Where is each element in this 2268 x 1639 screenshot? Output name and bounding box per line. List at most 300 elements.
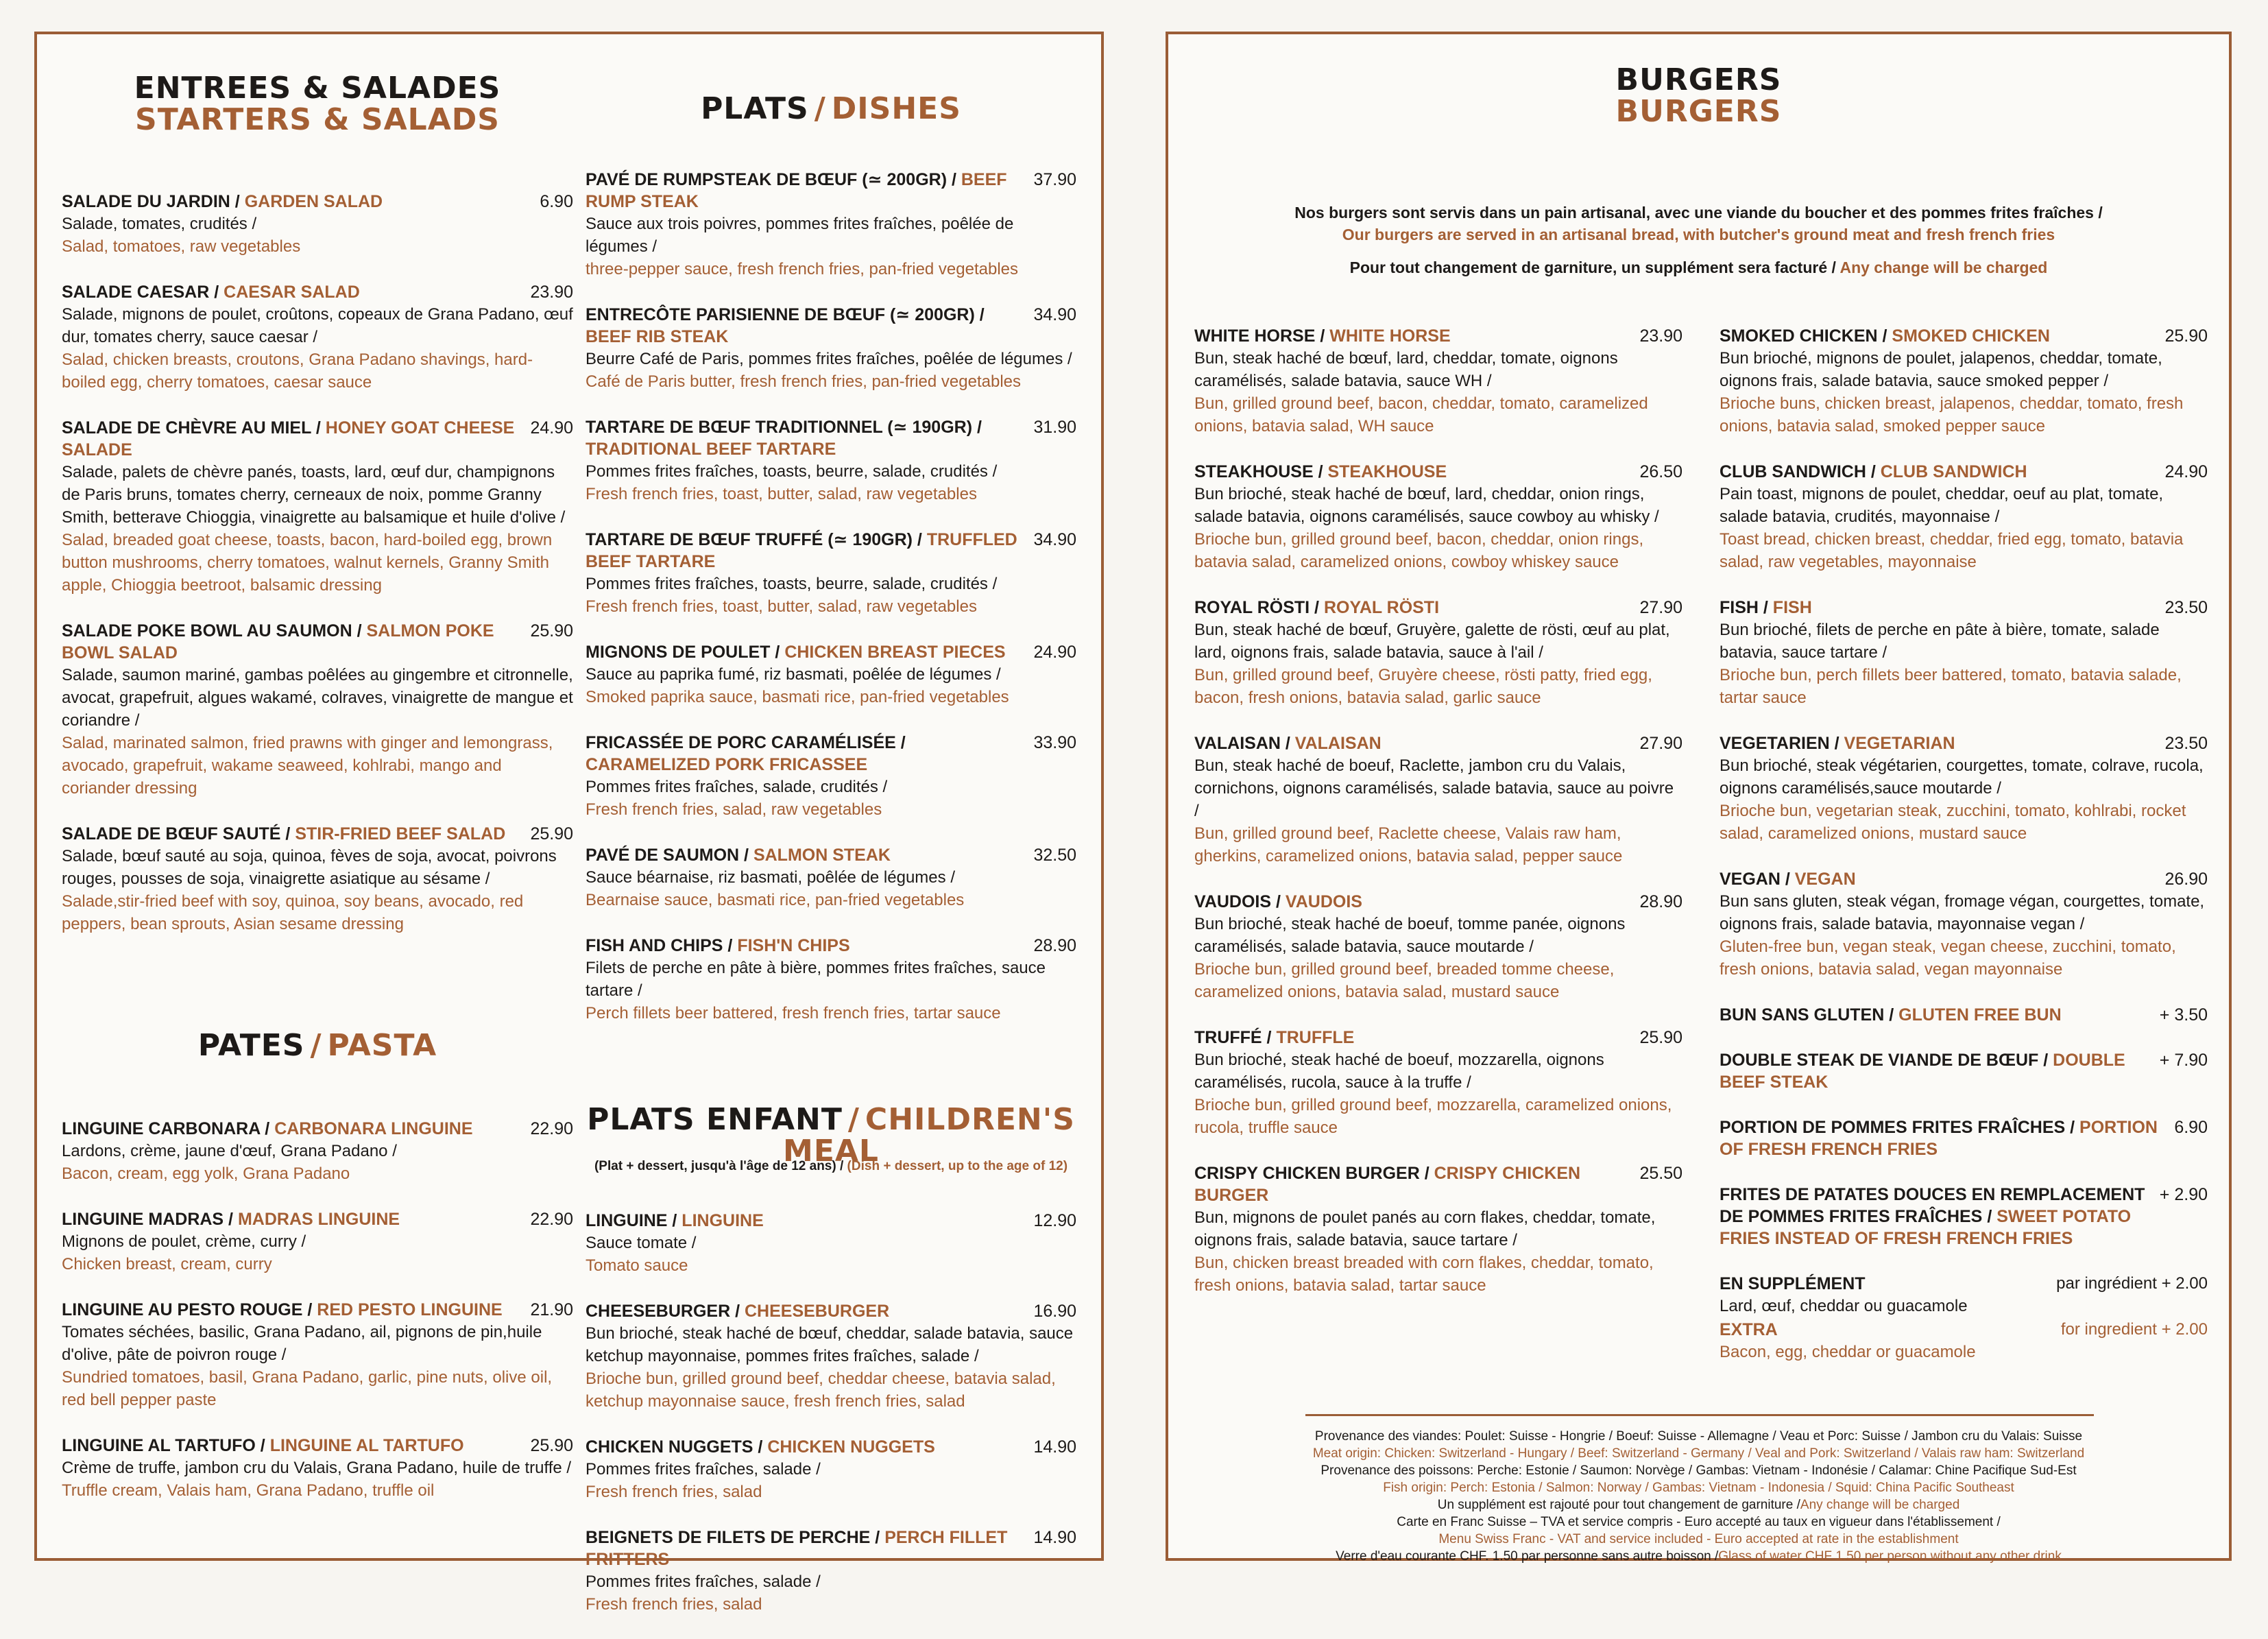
menu-item (1194, 325, 1682, 438)
menu-item-title: ENTRECÔTE PARISIENNE DE BŒUF (≃ 200GR) / BEEF RIB STEAK (586, 305, 985, 346)
menu-item-desc-en: Salad, breaded goat cheese, toasts, bacon, hard-boiled egg, brown button mushrooms, cherry tomatoes, walnut kernels, Granny Smith apple, Chioggia beetroot, balsamic dressing (62, 531, 553, 595)
footer-rule (1305, 1414, 2094, 1416)
menu-item-title-row (1720, 1004, 2208, 1026)
extra-desc: Bacon, egg, cheddar or guacamole (1720, 1343, 1976, 1361)
menu-item-desc: Lardons, crème, jaune d'œuf, Grana Padano / (62, 1142, 397, 1160)
menu-item (586, 1210, 1076, 1277)
menu-item-price: 25.90 (2164, 326, 2208, 346)
menu-item-title: LINGUINE MADRAS / MADRAS LINGUINE (62, 1210, 400, 1229)
menu-item (1194, 1162, 1682, 1297)
menu-item-title-en: VAUDOIS (1285, 892, 1362, 911)
menu-item-title-en: CRISPY CHICKEN BURGER (1194, 1164, 1581, 1205)
menu-item-title: PAVÉ DE RUMPSTEAK DE BŒUF (≃ 200GR) / BEEF RUMP STEAK (586, 170, 1007, 211)
menu-item-desc-en: Bacon, cream, egg yolk, Grana Padano (62, 1164, 350, 1183)
menu-item-desc: Pommes frites fraîches, salade / (586, 1572, 821, 1591)
menu-item (1720, 732, 2208, 845)
menu-item-title: TARTARE DE BŒUF TRADITIONNEL (≃ 190GR) / TRADITIONAL BEEF TARTARE (586, 418, 982, 459)
enfant-heading-en: CHILDREN'S MEAL (783, 1102, 1075, 1169)
footer-line-en: Any change will be charged (1800, 1498, 1960, 1512)
menu-item-title-en: CARBONARA LINGUINE (274, 1119, 473, 1138)
menu-item-title-en: GLUTEN FREE BUN (1898, 1005, 2062, 1025)
menu-item-title: FRICASSÉE DE PORC CARAMÉLISÉE / CARAMELIZED PORK FRICASSEE (586, 733, 906, 774)
menu-item-title-fr: LINGUINE AL TARTUFO (62, 1436, 256, 1455)
extra-price: for ingredient + 2.00 (2060, 1320, 2208, 1339)
menu-item-price: + 7.90 (2159, 1051, 2208, 1070)
entrees-list (62, 191, 573, 959)
menu-item-title: SALADE POKE BOWL AU SAUMON / SALMON POKE BOWL SALAD (62, 621, 494, 662)
menu-item-title-en: LINGUINE (681, 1211, 764, 1230)
menu-item-title: SMOKED CHICKEN / SMOKED CHICKEN (1720, 326, 2050, 346)
supplement-price: par ingrédient + 2.00 (2056, 1274, 2208, 1293)
menu-item-price: 22.90 (530, 1119, 573, 1138)
entrees-heading (62, 73, 573, 136)
menu-item-title: LINGUINE / LINGUINE (586, 1211, 764, 1230)
menu-item-price: 6.90 (2174, 1118, 2208, 1137)
menu-item (1720, 868, 2208, 981)
menu-item-title: MIGNONS DE POULET / CHICKEN BREAST PIECES (586, 643, 1006, 662)
menu-item-title-fr: FRICASSÉE DE PORC CARAMÉLISÉE (586, 733, 896, 752)
menu-item (586, 641, 1076, 708)
menu-item-desc: Pain toast, mignons de poulet, cheddar, oeuf au plat, tomate, salade batavia, crudités, mayonnaise / (1720, 485, 2164, 526)
menu-item-desc-en: Tomato sauce (586, 1256, 688, 1275)
menu-item-title-en: RED PESTO LINGUINE (317, 1300, 503, 1319)
menu-item-title: FRITES DE PATATES DOUCES EN REMPLACEMENT DE POMMES FRITES FRAÎCHES / SWEET POTATO FRIES INSTEAD OF FRESH FRENCH FRIES (1720, 1185, 2145, 1248)
menu-item-title-fr: PAVÉ DE RUMPSTEAK DE BŒUF (≃ 200GR) (586, 170, 948, 189)
menu-item-price: 34.90 (1033, 305, 1076, 324)
menu-item-desc-en: Brioche bun, grilled ground beef, breaded tomme cheese, caramelized onions, batavia salad, mustard sauce (1194, 960, 1615, 1001)
menu-item (1720, 1116, 2208, 1160)
menu-item-title-en: STEAKHOUSE (1327, 462, 1447, 481)
menu-item-price: 25.90 (1639, 1028, 1682, 1047)
menu-item-title-row (1194, 325, 1682, 347)
menu-item-price: + 3.50 (2159, 1005, 2208, 1025)
menu-item-title-fr: BEIGNETS DE FILETS DE PERCHE (586, 1528, 871, 1547)
menu-item-desc: Crème de truffe, jambon cru du Valais, Grana Padano, huile de truffe / (62, 1459, 572, 1477)
menu-item-title-en: TRADITIONAL BEEF TARTARE (586, 440, 836, 459)
menu-item-desc: Bun brioché, steak haché de bœuf, lard, cheddar, onion rings, salade batavia, oignons caramélisés, sauce cowboy au whisky / (1194, 485, 1659, 526)
menu-item-title: ROYAL RÖSTI / ROYAL RÖSTI (1194, 598, 1440, 617)
menu-item-title-row (62, 1208, 573, 1230)
burgers-intro (1182, 202, 2215, 278)
menu-item-title-fr: MIGNONS DE POULET (586, 643, 771, 662)
pates-heading: PATES / PASTA (197, 1028, 437, 1063)
menu-item (62, 1118, 573, 1185)
menu-item (62, 620, 573, 800)
menu-item-price: + 2.90 (2159, 1185, 2208, 1204)
menu-item-desc: Salade, palets de chèvre panés, toasts, lard, œuf dur, champignons de Paris bruns, tomates cherry, cerneaux de noix, pomme Granny Smith, betterave Chioggia, vinaigrette au balsamique et huile d'olive / (62, 463, 566, 527)
menu-item-title-en: CLUB SANDWICH (1880, 462, 2027, 481)
supplement-desc: Lard, œuf, cheddar ou guacamole (1720, 1297, 1968, 1315)
menu-item-title-fr: SALADE DE CHÈVRE AU MIEL (62, 418, 311, 438)
menu-item-title-fr: FRITES DE PATATES DOUCES EN REMPLACEMENT DE POMMES FRITES FRAÎCHES (1720, 1185, 2145, 1226)
menu-item-price: 27.90 (1639, 734, 1682, 753)
menu-item-price: 23.50 (2164, 734, 2208, 753)
menu-item-desc: Bun brioché, filets de perche en pâte à bière, tomate, salade batavia, sauce tartare / (1720, 621, 2160, 662)
menu-item-title-fr: BUN SANS GLUTEN (1720, 1005, 1885, 1025)
menu-item-desc-en: Fresh french fries, toast, butter, salad, raw vegetables (586, 485, 977, 503)
entrees-heading-en: STARTERS & SALADS (135, 102, 500, 138)
menu-item-desc: Bun, steak haché de bœuf, Gruyère, galette de rösti, œuf au plat, lard, oignons frais, salade batavia, sauce à l'ail / (1194, 621, 1670, 662)
menu-item-title-row (62, 1299, 573, 1321)
menu-item-desc: Pommes frites fraîches, toasts, beurre, salade, crudités / (586, 575, 998, 593)
menu-item-title-row (62, 191, 573, 213)
menu-item (586, 1527, 1076, 1616)
menu-item-title-en: STIR-FRIED BEEF SALAD (295, 824, 506, 844)
menu-item-title-row (586, 169, 1076, 213)
menu-item-title-en: CARAMELIZED PORK FRICASSEE (586, 755, 868, 774)
menu-item-title-en: GARDEN SALAD (244, 192, 383, 211)
menu-item-title-en: SWEET POTATO FRIES INSTEAD OF FRESH FRENCH FRIES (1720, 1207, 2132, 1248)
menu-item-desc-en: Perch fillets beer battered, fresh french fries, tartar sauce (586, 1004, 1001, 1022)
menu-item-desc-en: Brioche bun, vegetarian steak, zucchini, tomato, kohlrabi, rocket salad, caramelized onions, mustard sauce (1720, 802, 2186, 843)
burgers-column-1 (1194, 325, 1682, 1320)
menu-item-title-row (1194, 1162, 1682, 1206)
burgers-heading-fr: BURGERS (1615, 62, 1782, 97)
menu-item-title-row (1720, 461, 2208, 483)
menu-item-title-fr: LINGUINE AU PESTO ROUGE (62, 1300, 303, 1319)
menu-item-title: SALADE DE CHÈVRE AU MIEL / HONEY GOAT CHEESE SALADE (62, 418, 515, 459)
menu-item-desc: Pommes frites fraîches, salade, crudités / (586, 778, 888, 796)
menu-item (1720, 1049, 2208, 1093)
menu-item (1720, 597, 2208, 709)
menu-item-title-en: ROYAL RÖSTI (1323, 598, 1440, 617)
menu-item-desc-en: Sundried tomatoes, basil, Grana Padano, garlic, pine nuts, olive oil, red bell pepper paste (62, 1368, 553, 1409)
menu-item-price: 16.90 (1033, 1302, 1076, 1321)
menu-item-title: PORTION DE POMMES FRITES FRAÎCHES / PORTION OF FRESH FRENCH FRIES (1720, 1118, 2158, 1159)
menu-item-desc: Bun brioché, steak haché de bœuf, cheddar, salade batavia, sauce ketchup mayonnaise, pommes frites fraîches, salade / (586, 1324, 1074, 1365)
menu-item-title: CRISPY CHICKEN BURGER / CRISPY CHICKEN BURGER (1194, 1164, 1581, 1205)
menu-item-title-en: CHICKEN BREAST PIECES (784, 643, 1006, 662)
menu-item-desc: Sauce tomate / (586, 1234, 697, 1252)
menu-item-price: 32.50 (1033, 846, 1076, 865)
menu-item (62, 191, 573, 258)
menu-item-desc: Bun brioché, steak haché de boeuf, mozzarella, oignons caramélisés, rucola, sauce à la truffe / (1194, 1051, 1604, 1092)
enfant-heading: PLATS ENFANT / CHILDREN'S MEAL (587, 1102, 1075, 1169)
intro-fr: Nos burgers sont servis dans un pain artisanal, avec une viande du boucher et des pommes frites fraîches / (1294, 204, 2103, 222)
menu-item-desc-en: Fresh french fries, salad (586, 1595, 762, 1614)
menu-item-desc: Bun, steak haché de bœuf, lard, cheddar, tomate, oignons caramélisés, salade batavia, sauce WH / (1194, 349, 1618, 390)
left-menu-panel (34, 32, 1104, 1614)
menu-item (1720, 1004, 2208, 1026)
menu-item-desc-en: Bun, grilled ground beef, Gruyère cheese, rösti patty, fried egg, bacon, fresh onions, batavia salad, garlic sauce (1194, 666, 1652, 707)
menu-item-desc: Tomates séchées, basilic, Grana Padano, ail, pignons de pin,huile d'olive, pâte de poivron rouge / (62, 1323, 542, 1364)
menu-item-title-en: BEEF RIB STEAK (586, 327, 729, 346)
extra-title: EXTRA (1720, 1320, 1778, 1339)
menu-item-title-row (1720, 868, 2208, 890)
menu-item-price: 24.90 (1033, 643, 1076, 662)
menu-item (62, 1435, 573, 1502)
extras-list (1720, 1004, 2208, 1249)
menu-item-price: 23.90 (530, 283, 573, 302)
footer-line-fr: Provenance des poissons: Perche: Estonie / Saumon: Norvège / Gambas: Vietnam - Indonésie / Calamar: Chine Pacifique Sud-Est (1320, 1463, 2077, 1478)
footer-line-en: Menu Swiss Franc - VAT and service included - Euro accepted at rate in the establishment (1438, 1532, 1959, 1546)
menu-item-title-row (1194, 1027, 1682, 1049)
menu-item-desc-en: three-pepper sauce, fresh french fries, pan-fried vegetables (586, 260, 1019, 278)
menu-item-title-en: HONEY GOAT CHEESE SALADE (62, 418, 515, 459)
menu-item-price: 34.90 (1033, 530, 1076, 549)
menu-item (586, 304, 1076, 393)
menu-item-title-row (586, 1210, 1076, 1232)
menu-item-title-fr: LINGUINE MADRAS (62, 1210, 224, 1229)
menu-item-desc: Salade, bœuf sauté au soja, quinoa, fèves de soja, avocat, poivrons rouges, pousses de soja, vinaigrette asiatique au sésame / (62, 847, 557, 888)
footer-line-en: Fish origin: Perch: Estonia / Salmon: Norway / Gambas: Vietnam - Indonesia / Squid: China Pacific Southeast (1383, 1481, 2014, 1495)
footer-line (1168, 1462, 2229, 1479)
menu-item-price: 6.90 (540, 192, 573, 211)
menu-item-title: SALADE DE BŒUF SAUTÉ / STIR-FRIED BEEF SALAD (62, 824, 506, 844)
menu-item-price: 24.90 (530, 418, 573, 438)
menu-item-title-fr: SALADE DU JARDIN (62, 192, 230, 211)
footer-line-fr: Verre d'eau courante CHF. 1.50 par personne sans autre boisson / (1336, 1549, 1719, 1564)
menu-item-price: 28.90 (1639, 892, 1682, 911)
menu-item-title-en: SALMON STEAK (753, 846, 891, 865)
menu-item-price: 25.50 (1639, 1164, 1682, 1183)
menu-item-title-fr: VEGETARIEN (1720, 734, 1830, 753)
menu-item-title-row (1194, 732, 1682, 754)
menu-item-title-row (586, 529, 1076, 573)
enfant-note-fr: (Plat + dessert, jusqu'à l'âge de 12 ans) / (594, 1159, 844, 1173)
menu-item-title-en: VEGETARIAN (1844, 734, 1955, 753)
plats-heading-fr: PLATS (701, 91, 809, 126)
menu-item (1194, 891, 1682, 1003)
menu-item (586, 169, 1076, 280)
menu-item-desc: Pommes frites fraîches, salade / (586, 1460, 821, 1479)
menu-item-desc-en: Bun, grilled ground beef, Raclette cheese, Valais raw ham, gherkins, caramelized onions, batavia salad, pepper sauce (1194, 824, 1623, 865)
menu-item-title: PAVÉ DE SAUMON / SALMON STEAK (586, 846, 891, 865)
menu-item-desc-en: Truffle cream, Valais ham, Grana Padano, truffle oil (62, 1481, 435, 1500)
menu-item-title: CHICKEN NUGGETS / CHICKEN NUGGETS (586, 1437, 935, 1457)
menu-item-title: DOUBLE STEAK DE VIANDE DE BŒUF / DOUBLE BEEF STEAK (1720, 1051, 2125, 1092)
menu-item-title-row (586, 304, 1076, 348)
menu-item-title-fr: SALADE POKE BOWL AU SAUMON (62, 621, 352, 641)
footer-line (1168, 1496, 2229, 1514)
menu-item-title-en: VALAISAN (1294, 734, 1382, 753)
menu-item-price: 25.90 (530, 1436, 573, 1455)
menu-item-desc: Sauce béarnaise, riz basmati, poêlée de légumes / (586, 868, 955, 887)
pates-list (62, 1118, 573, 1525)
menu-item-title-row (1720, 1116, 2208, 1160)
footer-line (1168, 1548, 2229, 1565)
menu-item-price: 23.90 (1639, 326, 1682, 346)
menu-item-desc: Filets de perche en pâte à bière, pommes frites fraîches, sauce tartare / (586, 959, 1046, 1000)
menu-item-desc-en: Fresh french fries, salad, raw vegetables (586, 800, 882, 819)
menu-item-title-en: FISH'N CHIPS (737, 936, 850, 955)
menu-item-desc: Beurre Café de Paris, pommes frites fraîches, poêlée de légumes / (586, 350, 1072, 368)
menu-item-title: LINGUINE CARBONARA / CARBONARA LINGUINE (62, 1119, 473, 1138)
footer-line-fr: Carte en Franc Suisse – TVA et service compris - Euro accepté au taux en vigueur dans l'établissement / (1397, 1515, 2001, 1529)
menu-item-title-row (62, 1118, 573, 1140)
menu-item-title-fr: LINGUINE CARBONARA (62, 1119, 261, 1138)
burgers-column-2-wrap (1720, 325, 2208, 1363)
menu-item-desc-en: Café de Paris butter, fresh french fries, pan-fried vegetables (586, 372, 1022, 391)
menu-item-title-en: CHICKEN NUGGETS (767, 1437, 935, 1457)
menu-item-title-fr: PORTION DE POMMES FRITES FRAÎCHES (1720, 1118, 2066, 1137)
intro-en: Our burgers are served in an artisanal bread, with butcher's ground meat and fresh french fries (1342, 226, 2055, 243)
menu-item-title-en: BEEF RUMP STEAK (586, 170, 1007, 211)
menu-item-price: 33.90 (1033, 733, 1076, 752)
menu-item-title-en: SMOKED CHICKEN (1892, 326, 2050, 346)
menu-item (586, 1300, 1076, 1413)
menu-item-title-row (586, 641, 1076, 663)
menu-item-title-row (1194, 461, 1682, 483)
menu-item-desc: Bun, mignons de poulet panés au corn flakes, cheddar, tomate, oignons frais, salade batavia, sauce tartare / (1194, 1208, 1656, 1249)
menu-item-title: VAUDOIS / VAUDOIS (1194, 892, 1362, 911)
menu-item-title: TARTARE DE BŒUF TRUFFÉ (≃ 190GR) / TRUFFLED BEEF TARTARE (586, 530, 1017, 571)
menu-item-desc-en: Bun, grilled ground beef, bacon, cheddar, tomato, caramelized onions, batavia salad, WH sauce (1194, 394, 1648, 435)
menu-item-desc-en: Brioche bun, grilled ground beef, bacon, cheddar, onion rings, batavia salad, caramelized onions, cowboy whiskey sauce (1194, 530, 1644, 571)
menu-item-title-fr: WHITE HORSE (1194, 326, 1316, 346)
menu-item-title-row (586, 1527, 1076, 1570)
menu-item (586, 416, 1076, 505)
change-en: Any change will be charged (1839, 259, 2048, 276)
menu-item-desc-en: Brioche bun, grilled ground beef, cheddar cheese, batavia salad, ketchup mayonnaise sauce, fresh french fries, salad (586, 1369, 1056, 1411)
menu-item-price: 28.90 (1033, 936, 1076, 955)
menu-item-title-row (62, 417, 573, 461)
menu-item-desc: Bun brioché, mignons de poulet, jalapenos, cheddar, tomate, oignons frais, salade batavia, sauce smoked pepper / (1720, 349, 2162, 390)
menu-item-price: 12.90 (1033, 1211, 1076, 1230)
menu-item-desc: Salade, mignons de poulet, croûtons, copeaux de Grana Padano, œuf dur, tomates cherry, sauce caesar / (62, 305, 573, 346)
menu-item-title: LINGUINE AU PESTO ROUGE / RED PESTO LINGUINE (62, 1300, 503, 1319)
menu-item-title-row (1720, 1049, 2208, 1093)
menu-item-title: CLUB SANDWICH / CLUB SANDWICH (1720, 462, 2027, 481)
menu-item-title-en: PERCH FILLET FRITTERS (586, 1528, 1008, 1569)
menu-item-title-fr: TRUFFÉ (1194, 1028, 1262, 1047)
menu-item-desc-en: Fresh french fries, toast, butter, salad, raw vegetables (586, 597, 977, 616)
enfant-list (586, 1210, 1076, 1639)
menu-item-desc-en: Salad, marinated salmon, fried prawns with ginger and lemongrass, avocado, grapefruit, wakame seaweed, kohlrabi, mango and coriander dressing (62, 734, 553, 798)
menu-item-title-fr: STEAKHOUSE (1194, 462, 1314, 481)
menu-item-title-fr: CLUB SANDWICH (1720, 462, 1866, 481)
menu-item-title-en: DOUBLE BEEF STEAK (1720, 1051, 2125, 1092)
menu-item-title-fr: DOUBLE STEAK DE VIANDE DE BŒUF (1720, 1051, 2039, 1070)
menu-item-desc: Sauce au paprika fumé, riz basmati, poêlée de légumes / (586, 665, 1001, 684)
menu-item (586, 844, 1076, 911)
menu-item-desc-en: Brioche bun, perch fillets beer battered, tomato, batavia salade, tartar sauce (1720, 666, 2182, 707)
menu-item-desc-en: Brioche buns, chicken breast, jalapenos, cheddar, tomato, fresh onions, batavia salad, smoked pepper sauce (1720, 394, 2184, 435)
menu-item-title: FISH / FISH (1720, 598, 1812, 617)
enfant-note-en: (Dish + dessert, up to the age of 12) (847, 1159, 1068, 1173)
menu-item-price: 21.90 (530, 1300, 573, 1319)
menu-item-title-fr: VEGAN (1720, 870, 1781, 889)
change-fr: Pour tout changement de garniture, un supplément sera facturé / (1349, 259, 1836, 276)
menu-item-title-row (586, 732, 1076, 776)
menu-item-title-en: SALMON POKE BOWL SALAD (62, 621, 494, 662)
menu-item-title-row (1720, 1184, 2208, 1249)
menu-item-desc-en: Chicken breast, cream, curry (62, 1255, 272, 1273)
menu-item-title-fr: PAVÉ DE SAUMON (586, 846, 740, 865)
menu-item-desc-en: Salade,stir-fried beef with soy, quinoa, soy beans, avocado, red peppers, bean sprouts, Asian sesame dressing (62, 892, 524, 933)
menu-item-desc-en: Salad, tomatoes, raw vegetables (62, 237, 301, 256)
menu-item-title: LINGUINE AL TARTUFO / LINGUINE AL TARTUFO (62, 1436, 464, 1455)
menu-item-title-row (62, 1435, 573, 1457)
menu-item-title: FISH AND CHIPS / FISH'N CHIPS (586, 936, 850, 955)
menu-item-title-fr: CHICKEN NUGGETS (586, 1437, 753, 1457)
right-menu-panel (1166, 32, 2232, 1564)
menu-item-title-row (586, 416, 1076, 460)
menu-item-title-row (62, 281, 573, 303)
menu-item-title-fr: TARTARE DE BŒUF TRUFFÉ (≃ 190GR) (586, 530, 913, 549)
menu-item-title-en: VEGAN (1794, 870, 1856, 889)
menu-item (1194, 1027, 1682, 1139)
menu-item-title-en: LINGUINE AL TARTUFO (269, 1436, 464, 1455)
plats-heading: PLATS / DISHES (701, 91, 961, 126)
menu-item-desc-en: Brioche bun, grilled ground beef, mozzarella, caramelized onions, rucola, truffle sauce (1194, 1096, 1672, 1137)
menu-item-desc-en: Smoked paprika sauce, basmati rice, pan-fried vegetables (586, 688, 1009, 706)
menu-item-title-en: FISH (1772, 598, 1812, 617)
menu-item-title-fr: ROYAL RÖSTI (1194, 598, 1310, 617)
entrees-heading-fr: ENTREES & SALADES (134, 71, 501, 106)
footer-line (1168, 1445, 2229, 1462)
menu-item-desc: Sauce aux trois poivres, pommes frites fraîches, poêlée de légumes / (586, 215, 1014, 256)
menu-item (1720, 1184, 2208, 1249)
menu-item (62, 1208, 573, 1276)
menu-item-title-en: TRUFFLE (1276, 1028, 1355, 1047)
menu-item-title-fr: FISH (1720, 598, 1759, 617)
menu-item-price: 22.90 (530, 1210, 573, 1229)
menu-item-title: CHEESEBURGER / CHEESEBURGER (586, 1302, 890, 1321)
menu-item-title-en: CHEESEBURGER (745, 1302, 890, 1321)
menu-item (586, 529, 1076, 618)
menu-item-title: BEIGNETS DE FILETS DE PERCHE / PERCH FILLET FRITTERS (586, 1528, 1008, 1569)
menu-item-price: 14.90 (1033, 1528, 1076, 1547)
menu-item-title-row (586, 935, 1076, 957)
pates-heading-fr: PATES (197, 1028, 305, 1063)
menu-item-title-row (62, 620, 573, 664)
menu-item-title-fr: VAUDOIS (1194, 892, 1272, 911)
menu-item-desc: Salade, tomates, crudités / (62, 215, 257, 233)
menu-item-price: 26.90 (2164, 870, 2208, 889)
menu-item-desc: Bun, steak haché de boeuf, Raclette, jambon cru du Valais, cornichons, oignons caramélisés, salade batavia, sauce au poivre / (1194, 756, 1674, 820)
supplement-block (1720, 1273, 2208, 1363)
menu-item-title-row (586, 844, 1076, 866)
menu-item-title: VEGAN / VEGAN (1720, 870, 1856, 889)
menu-item-desc-en: Bun, chicken breast breaded with corn flakes, cheddar, tomato, fresh onions, batavia salad, tartar sauce (1194, 1254, 1654, 1295)
menu-item-desc-en: Toast bread, chicken breast, cheddar, fried egg, tomato, batavia salad, raw vegetables, mayonnaise (1720, 530, 2184, 571)
menu-item-title-en: TRUFFLED BEEF TARTARE (586, 530, 1017, 571)
menu-item-title-fr: SMOKED CHICKEN (1720, 326, 1878, 346)
plats-list (586, 169, 1076, 1048)
footer-line-en: Meat origin: Chicken: Switzerland - Hungary / Beef: Switzerland - Germany / Veal and Pork: Switzerland / Valais raw ham: Switzerland (1312, 1446, 2085, 1461)
menu-item-price: 26.50 (1639, 462, 1682, 481)
enfant-note (586, 1159, 1076, 1174)
burgers-heading (1168, 64, 2229, 128)
menu-item-title-fr: FISH AND CHIPS (586, 936, 723, 955)
footer-line (1168, 1514, 2229, 1531)
menu-item-price: 23.50 (2164, 598, 2208, 617)
menu-item-title-fr: SALADE CAESAR (62, 283, 210, 302)
menu-item-desc: Bun brioché, steak haché de boeuf, tomme panée, oignons caramélisés, salade batavia, sauce moutarde / (1194, 915, 1626, 956)
menu-item-title-fr: ENTRECÔTE PARISIENNE DE BŒUF (≃ 200GR) (586, 305, 975, 324)
menu-item-price: 37.90 (1033, 170, 1076, 189)
change-note (1182, 256, 2215, 278)
menu-item-title-row (586, 1436, 1076, 1458)
menu-item-price: 14.90 (1033, 1437, 1076, 1457)
menu-item-title-en: CAESAR SALAD (224, 283, 360, 302)
menu-item (1194, 461, 1682, 573)
menu-item-title-en: MADRAS LINGUINE (237, 1210, 400, 1229)
burgers-heading-en: BURGERS (1615, 94, 1782, 130)
menu-item-title-row (62, 823, 573, 845)
menu-item-title: VEGETARIEN / VEGETARIAN (1720, 734, 1955, 753)
menu-item-title-fr: LINGUINE (586, 1211, 668, 1230)
footer-line (1168, 1479, 2229, 1496)
footer-line-fr: Provenance des viandes: Poulet: Suisse - Hongrie / Boeuf: Suisse - Allemagne / Veau et Porc: Suisse / Jambon cru du Valais: Suisse (1314, 1429, 2083, 1444)
footer-line-en: Glass of water CHF 1.50 per person without any other drink (1718, 1549, 2062, 1564)
menu-item-price: 31.90 (1033, 418, 1076, 437)
menu-item-desc: Pommes frites fraîches, toasts, beurre, salade, crudités / (586, 462, 998, 481)
burgers-column-2 (1720, 325, 2208, 981)
menu-item (1194, 597, 1682, 709)
menu-item (1720, 325, 2208, 438)
